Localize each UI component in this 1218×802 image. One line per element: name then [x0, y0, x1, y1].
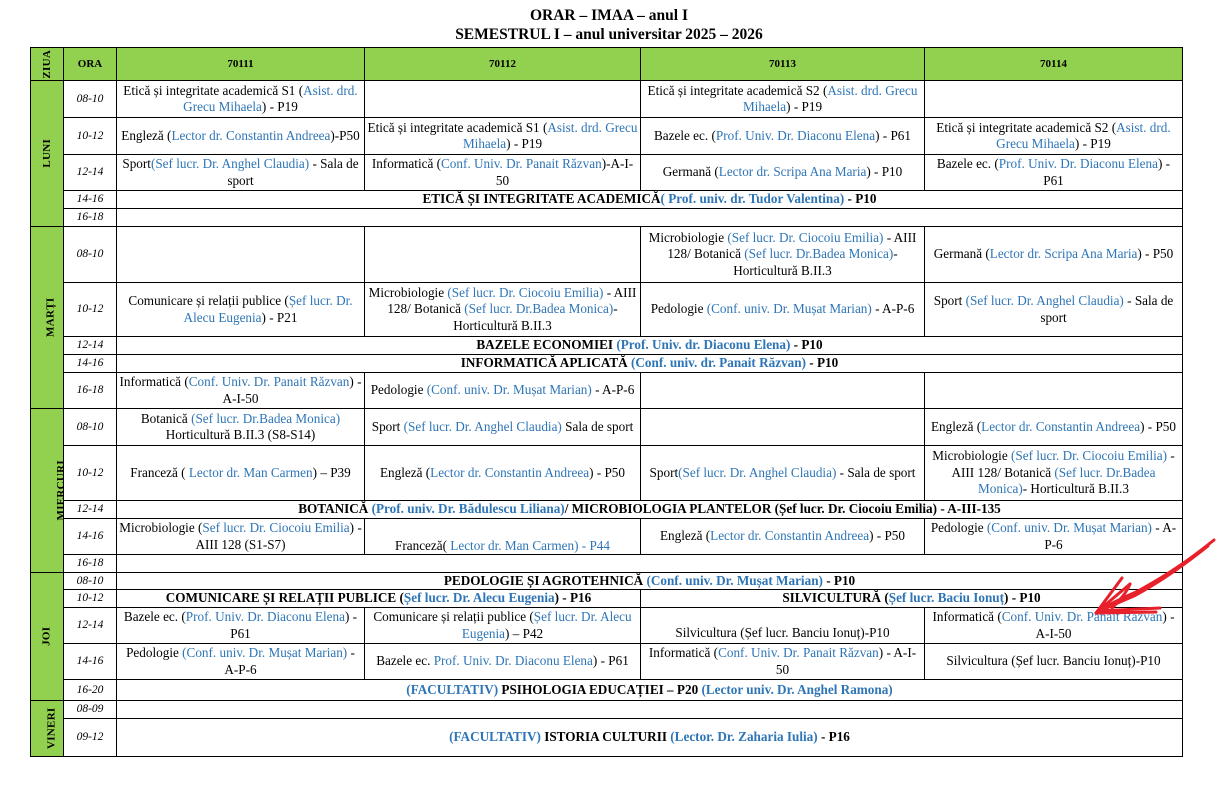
table-row	[31, 337, 1183, 355]
day-label-wednesday: MIERCURI	[31, 409, 64, 573]
empty-cell	[925, 81, 1183, 118]
class-cell: Pedologie (Conf. univ. Dr. Mușat Marian) - A-P-6	[925, 519, 1183, 555]
course-cell: (FACULTATIV) ISTORIA CULTURII (Lector. Dr. Zaharia Iulia) - P16	[117, 719, 1183, 757]
class-cell: Microbiologie (Sef lucr. Dr. Ciocoiu Emilia) - AIII 128/ Botanică (Sef lucr. Dr.Badea Monica)- Horticultură B.II.3	[925, 446, 1183, 501]
time-slot: 14-16	[64, 191, 117, 209]
time-slot: 09-12	[64, 719, 117, 757]
header-row	[31, 48, 1183, 81]
time-slot: 16-20	[64, 680, 117, 701]
group-header: 70111	[117, 48, 365, 81]
time-slot: 14-16	[64, 355, 117, 373]
class-cell: Informatică (Conf. Univ. Dr. Panait Răzvan) - A-I-50	[641, 644, 925, 680]
table-row	[31, 191, 1183, 209]
day-column-header: ZIUA	[31, 48, 64, 81]
day-label-monday: LUNI	[31, 81, 64, 227]
group-header: 70113	[641, 48, 925, 81]
empty-cell	[641, 409, 925, 446]
time-slot: 08-09	[64, 701, 117, 719]
empty-cell	[117, 555, 1183, 573]
table-row	[31, 118, 1183, 155]
empty-cell	[925, 373, 1183, 409]
table-row	[31, 155, 1183, 191]
class-cell: Bazele ec. (Prof. Univ. Dr. Diaconu Elena) - P61	[641, 118, 925, 155]
class-cell: Sport(Sef lucr. Dr. Anghel Claudia) - Sala de sport	[117, 155, 365, 191]
class-cell: Etică și integritate academică S1 (Asist. drd. Grecu Mihaela) - P19	[117, 81, 365, 118]
class-cell: Franceză( Lector dr. Man Carmen) - P44	[365, 519, 641, 555]
day-label-thursday: JOI	[31, 572, 64, 701]
course-cell: COMUNICARE ȘI RELAȚII PUBLICE (Șef lucr. Dr. Alecu Eugenia) - P16	[117, 590, 641, 608]
class-cell: Pedologie (Conf. univ. Dr. Mușat Marian) - A-P-6	[641, 283, 925, 337]
table-row	[31, 373, 1183, 409]
table-row	[31, 501, 1183, 519]
time-slot: 16-18	[64, 555, 117, 573]
empty-cell	[117, 701, 1183, 719]
class-cell: Bazele ec. (Prof. Univ. Dr. Diaconu Elena) - P61	[117, 608, 365, 644]
time-slot: 10-12	[64, 446, 117, 501]
time-slot: 12-14	[64, 337, 117, 355]
table-row	[31, 81, 1183, 118]
group-header: 70114	[925, 48, 1183, 81]
time-slot: 16-18	[64, 209, 117, 227]
table-row	[31, 680, 1183, 701]
empty-cell	[365, 227, 641, 283]
class-cell: Informatică (Conf. Univ. Dr. Panait Răzvan) - A-I-50	[925, 608, 1183, 644]
time-slot: 14-16	[64, 519, 117, 555]
time-slot: 08-10	[64, 227, 117, 283]
table-row	[31, 719, 1183, 757]
class-cell: Microbiologie (Sef lucr. Dr. Ciocoiu Emilia) - AIII 128 (S1-S7)	[117, 519, 365, 555]
time-slot: 08-10	[64, 409, 117, 446]
time-column-header: ORA	[64, 48, 117, 81]
class-cell: Bazele ec. (Prof. Univ. Dr. Diaconu Elena) - P61	[925, 155, 1183, 191]
class-cell: Sport (Sef lucr. Dr. Anghel Claudia) Sala de sport	[365, 409, 641, 446]
course-cell: ETICĂ ȘI INTEGRITATE ACADEMICĂ( Prof. univ. dr. Tudor Valentina) - P10	[117, 191, 1183, 209]
time-slot: 10-12	[64, 118, 117, 155]
empty-cell	[365, 81, 641, 118]
class-cell: Comunicare și relații publice (Șef lucr. Dr. Alecu Eugenia) - P21	[117, 283, 365, 337]
class-cell: Comunicare și relații publice (Șef lucr. Dr. Alecu Eugenia) – P42	[365, 608, 641, 644]
hand-drawn-arrow-icon	[1090, 538, 1218, 620]
time-slot: 12-14	[64, 155, 117, 191]
table-row	[31, 283, 1183, 337]
class-cell: Pedologie (Conf. univ. Dr. Mușat Marian) - A-P-6	[365, 373, 641, 409]
time-slot: 10-12	[64, 590, 117, 608]
class-cell: Silvicultura (Șef lucr. Banciu Ionuț)-P10	[641, 608, 925, 644]
table-row	[31, 355, 1183, 373]
class-cell: Silvicultura (Șef lucr. Banciu Ionuț)-P10	[925, 644, 1183, 680]
class-cell: Etică și integritate academică S2 (Asist. drd. Grecu Mihaela) - P19	[925, 118, 1183, 155]
table-row	[31, 701, 1183, 719]
timetable-subtitle: SEMESTRUL I – anul universitar 2025 – 2026	[455, 26, 763, 43]
class-cell: Microbiologie (Sef lucr. Dr. Ciocoiu Emilia) - AIII 128/ Botanică (Sef lucr. Dr.Badea Monica)- Horticultură B.II.3	[641, 227, 925, 283]
time-slot: 14-16	[64, 644, 117, 680]
course-cell: SILVICULTURĂ (Șef lucr. Baciu Ionuț) - P10	[641, 590, 1183, 608]
table-row	[31, 209, 1183, 227]
course-cell: PEDOLOGIE ȘI AGROTEHNICĂ (Conf. univ. Dr. Mușat Marian) - P10	[117, 572, 1183, 590]
class-cell: Sport (Sef lucr. Dr. Anghel Claudia) - Sala de sport	[925, 283, 1183, 337]
class-cell: Etică și integritate academică S2 (Asist. drd. Grecu Mihaela) - P19	[641, 81, 925, 118]
empty-cell	[117, 227, 365, 283]
time-slot: 12-14	[64, 501, 117, 519]
class-cell: Germană (Lector dr. Scripa Ana Maria) - P50	[925, 227, 1183, 283]
day-label-friday: VINERI	[31, 701, 64, 757]
course-cell: (FACULTATIV) PSIHOLOGIA EDUCAȚIEI – P20 (Lector univ. Dr. Anghel Ramona)	[117, 680, 1183, 701]
time-slot: 16-18	[64, 373, 117, 409]
table-row	[31, 227, 1183, 283]
course-cell: INFORMATICĂ APLICATĂ (Conf. univ. dr. Panait Răzvan) - P10	[117, 355, 1183, 373]
class-cell: Pedologie (Conf. univ. Dr. Mușat Marian) - A-P-6	[117, 644, 365, 680]
empty-cell	[117, 209, 1183, 227]
timetable-title: ORAR – IMAA – anul I	[529, 7, 689, 24]
table-row	[31, 644, 1183, 680]
class-cell: Informatică (Conf. Univ. Dr. Panait Răzvan) - A-I-50	[117, 373, 365, 409]
day-label-tuesday: MARȚI	[31, 227, 64, 409]
time-slot: 08-10	[64, 81, 117, 118]
time-slot: 12-14	[64, 608, 117, 644]
class-cell: Franceză ( Lector dr. Man Carmen) – P39	[117, 446, 365, 501]
course-cell: BOTANICĂ (Prof. univ. Dr. Bădulescu Liliana)/ MICROBIOLOGIA PLANTELOR (Șef lucr. Dr. Ciocoiu Emilia) - A-III-135	[117, 501, 1183, 519]
class-cell: Sport(Sef lucr. Dr. Anghel Claudia) - Sala de sport	[641, 446, 925, 501]
class-cell: Informatică (Conf. Univ. Dr. Panait Răzvan)-A-I-50	[365, 155, 641, 191]
class-cell: Bazele ec. Prof. Univ. Dr. Diaconu Elena) - P61	[365, 644, 641, 680]
class-cell: Engleză (Lector dr. Constantin Andreea) - P50	[925, 409, 1183, 446]
class-cell: Germană (Lector dr. Scripa Ana Maria) - P10	[641, 155, 925, 191]
table-row	[31, 608, 1183, 644]
table-row	[31, 519, 1183, 555]
class-cell: Microbiologie (Sef lucr. Dr. Ciocoiu Emilia) - AIII 128/ Botanică (Sef lucr. Dr.Badea Monica)- Horticultură B.II.3	[365, 283, 641, 337]
course-cell: BAZELE ECONOMIEI (Prof. Univ. dr. Diaconu Elena) - P10	[117, 337, 1183, 355]
class-cell: Engleză (Lector dr. Constantin Andreea) - P50	[365, 446, 641, 501]
timetable	[30, 47, 1183, 757]
class-cell: Botanică (Sef lucr. Dr.Badea Monica) Horticultură B.II.3 (S8-S14)	[117, 409, 365, 446]
class-cell: Engleză (Lector dr. Constantin Andreea)-P50	[117, 118, 365, 155]
table-row	[31, 409, 1183, 446]
class-cell: Engleză (Lector dr. Constantin Andreea) - P50	[641, 519, 925, 555]
class-cell: Etică și integritate academică S1 (Asist. drd. Grecu Mihaela) - P19	[365, 118, 641, 155]
time-slot: 10-12	[64, 283, 117, 337]
time-slot: 08-10	[64, 572, 117, 590]
empty-cell	[641, 373, 925, 409]
table-row	[31, 446, 1183, 501]
group-header: 70112	[365, 48, 641, 81]
table-row	[31, 590, 1183, 608]
table-row	[31, 555, 1183, 573]
table-row	[31, 572, 1183, 590]
